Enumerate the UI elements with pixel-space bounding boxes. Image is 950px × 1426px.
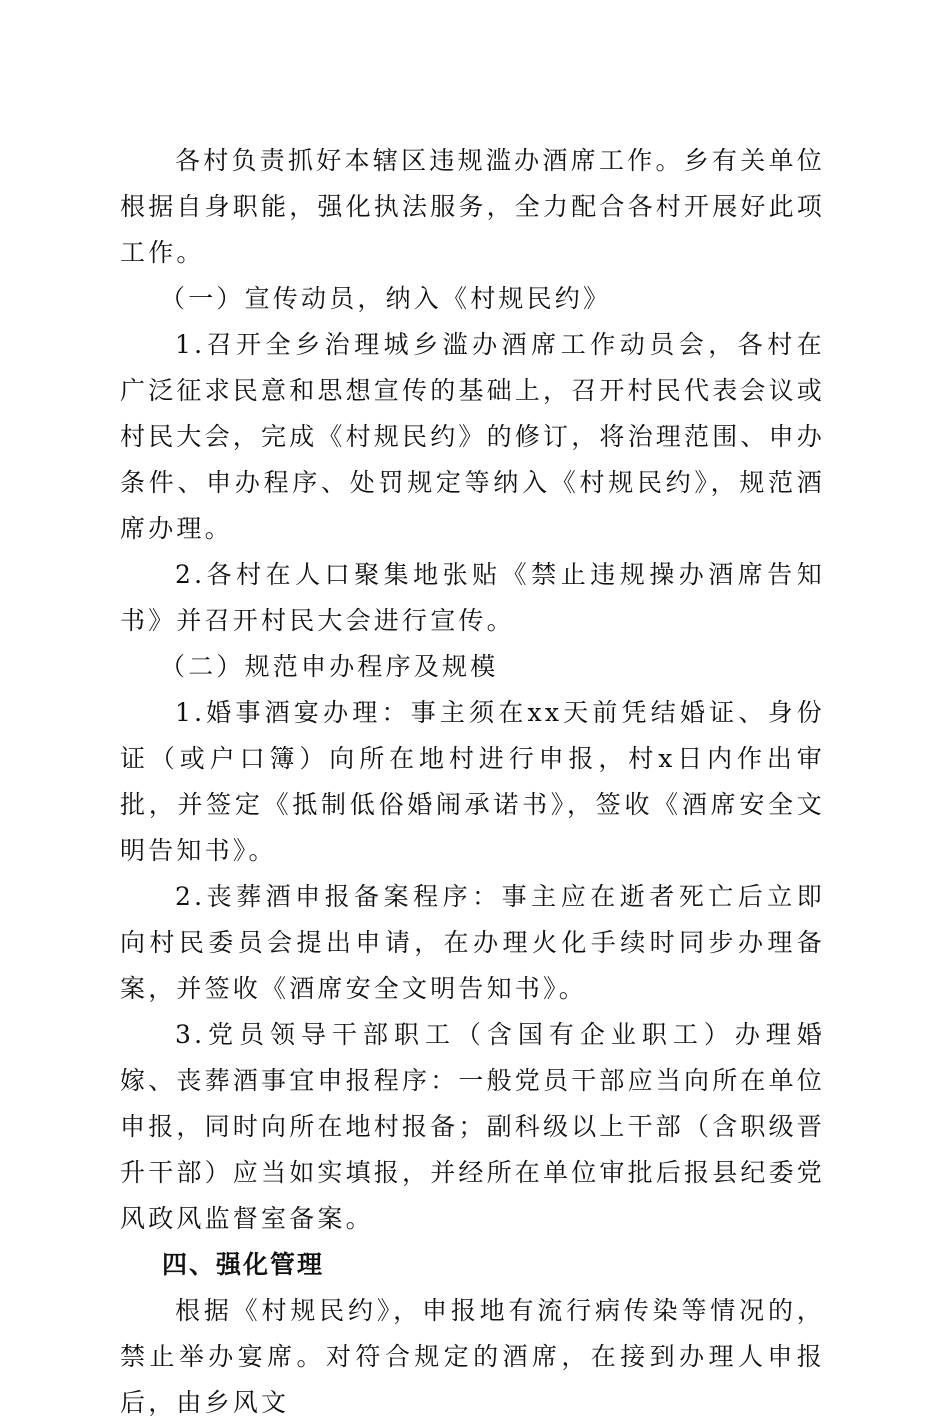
paragraph-item-1-wedding: 1.婚事酒宴办理：事主须在xx天前凭结婚证、身份证（或户口簿）向所在地村进行申报，村x日内作出审批，并签定《抵制低俗婚闹承诺书》，签收《酒席安全文明告知书》。	[120, 698, 825, 865]
paragraph-item-2-posting: 2.各村在人口聚集地张贴《禁止违规操办酒席告知书》并召开村民大会进行宣传。	[120, 560, 825, 635]
paragraph-item-2-funeral: 2.丧葬酒申报备案程序：事主应在逝者死亡后立即向村民委员会提出申请，在办理火化手续时同步办理备案，并签收《酒席安全文明告知书》。	[120, 882, 825, 1003]
document-body	[120, 138, 825, 1426]
paragraph-item-3-cadres: 3.党员领导干部职工（含国有企业职工）办理婚嫁、丧葬酒事宜申报程序：一般党员干部应当向所在单位申报，同时向所在地村报备；副科级以上干部（含职级晋升干部）应当如实填报，并经所在单位审批后报县纪委党风政风监督室备案。	[120, 1020, 826, 1233]
paragraph-intro: 各村负责抓好本辖区违规滥办酒席工作。乡有关单位根据自身职能，强化执法服务，全力配合各村开展好此项工作。	[120, 146, 826, 267]
subheading-publicity: （一）宣传动员，纳入《村规民约》	[160, 284, 612, 313]
paragraph-item-1-mobilization: 1.召开全乡治理城乡滥办酒席工作动员会，各村在广泛征求民意和思想宣传的基础上，召开村民代表会议或村民大会，完成《村规民约》的修订，将治理范围、申办条件、申办程序、处罚规定等纳入《村规民约》，规范酒席办理。	[120, 330, 826, 543]
paragraph-management: 根据《村规民约》，申报地有流行病传染等情况的，禁止举办宴席。对符合规定的酒席，在接到办理人申报后，由乡风文	[120, 1296, 825, 1417]
subheading-procedure: （二）规范申办程序及规模	[160, 652, 499, 681]
section-heading-management: 四、强化管理	[162, 1250, 325, 1279]
